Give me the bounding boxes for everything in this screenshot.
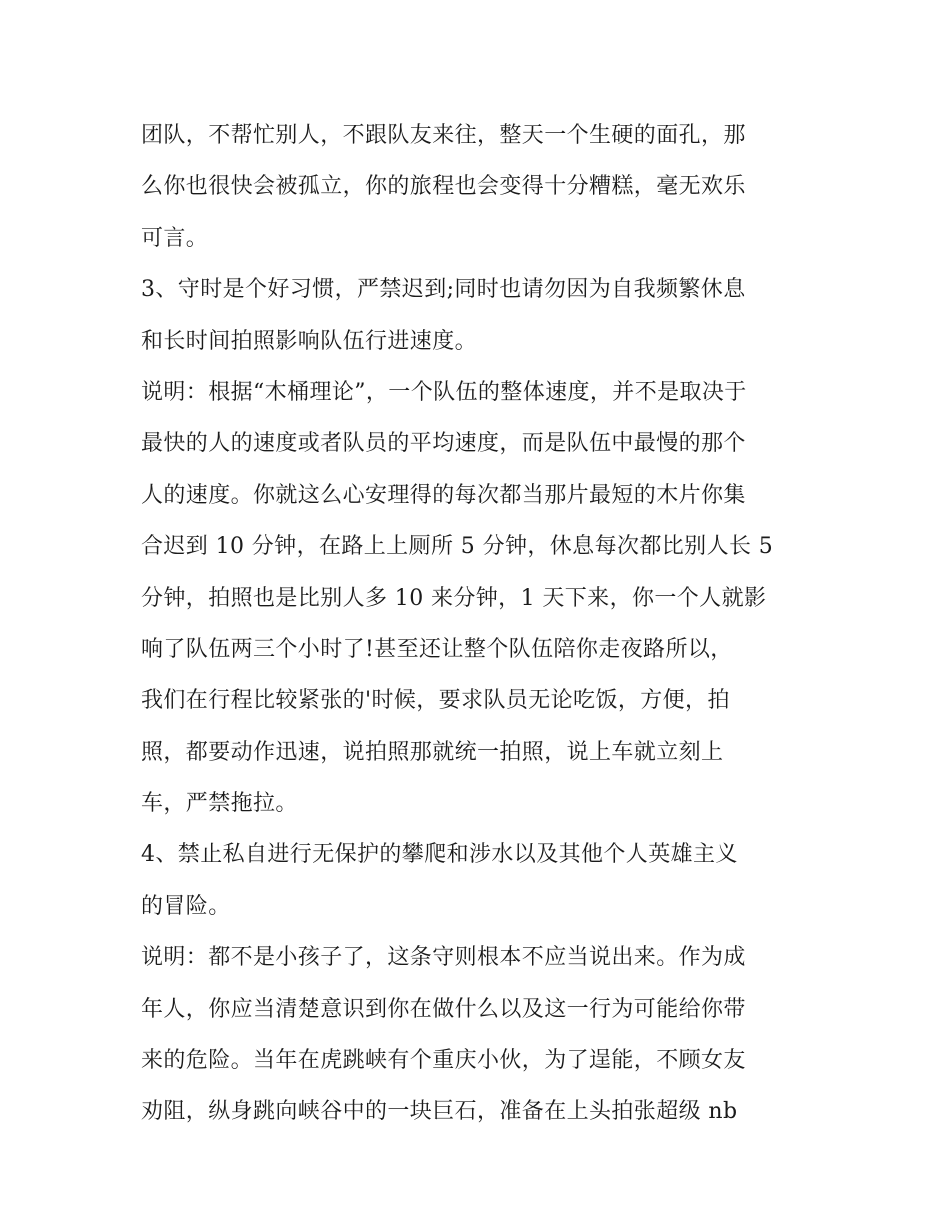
text-line: 照，都要动作迅速，说拍照那就统一拍照，说上车就立刻上 <box>141 739 724 765</box>
body-text <box>141 110 821 1138</box>
text-line: 我们在行程比较紧张的'时候，要求队员无论吃饭，方便，拍 <box>141 688 730 714</box>
text-line: 年人，你应当清楚意识到你在做什么以及这一行为可能给你带 <box>141 996 746 1022</box>
text-line: 4、禁止私自进行无保护的攀爬和涉水以及其他个人英雄主义 <box>141 842 738 868</box>
text-line: 团队，不帮忙别人，不跟队友来往，整天一个生硬的面孔，那 <box>141 123 746 148</box>
text-line: 车，严禁拖拉。 <box>141 791 298 817</box>
text-line: 的冒险。 <box>141 893 231 919</box>
text-line: 来的危险。当年在虎跳峡有个重庆小伙，为了逞能，不顾女友 <box>141 1048 746 1074</box>
text-line: 合迟到 10 分钟，在路上上厕所 5 分钟，休息每次都比别人长 5 <box>141 534 774 560</box>
text-line: 3、守时是个好习惯，严禁迟到;同时也请勿因为自我频繁休息 <box>141 277 746 303</box>
text-line: 分钟，拍照也是比别人多 10 来分钟，1 天下来，你一个人就影 <box>141 585 767 611</box>
text-line: 最快的人的速度或者队员的平均速度，而是队伍中最慢的那个 <box>141 431 746 457</box>
text-line: 说明：根据“木桶理论”，一个队伍的整体速度，并不是取决于 <box>141 379 747 405</box>
text-line: 响了队伍两三个小时了!甚至还让整个队伍陪你走夜路所以， <box>141 636 733 662</box>
text-line: 劝阻，纵身跳向峡谷中的一块巨石，准备在上头拍张超级 nb <box>141 1099 738 1125</box>
text-line: 和长时间拍照影响队伍行进速度。 <box>141 328 478 354</box>
text-line: 人的速度。你就这么心安理得的每次都当那片最短的木片你集 <box>141 482 746 508</box>
text-line: 可言。 <box>141 225 209 251</box>
text-line: 说明：都不是小孩子了，这条守则根本不应当说出来。作为成 <box>141 945 746 971</box>
text-line: 么你也很快会被孤立，你的旅程也会变得十分糟糕，毫无欢乐 <box>141 174 746 200</box>
